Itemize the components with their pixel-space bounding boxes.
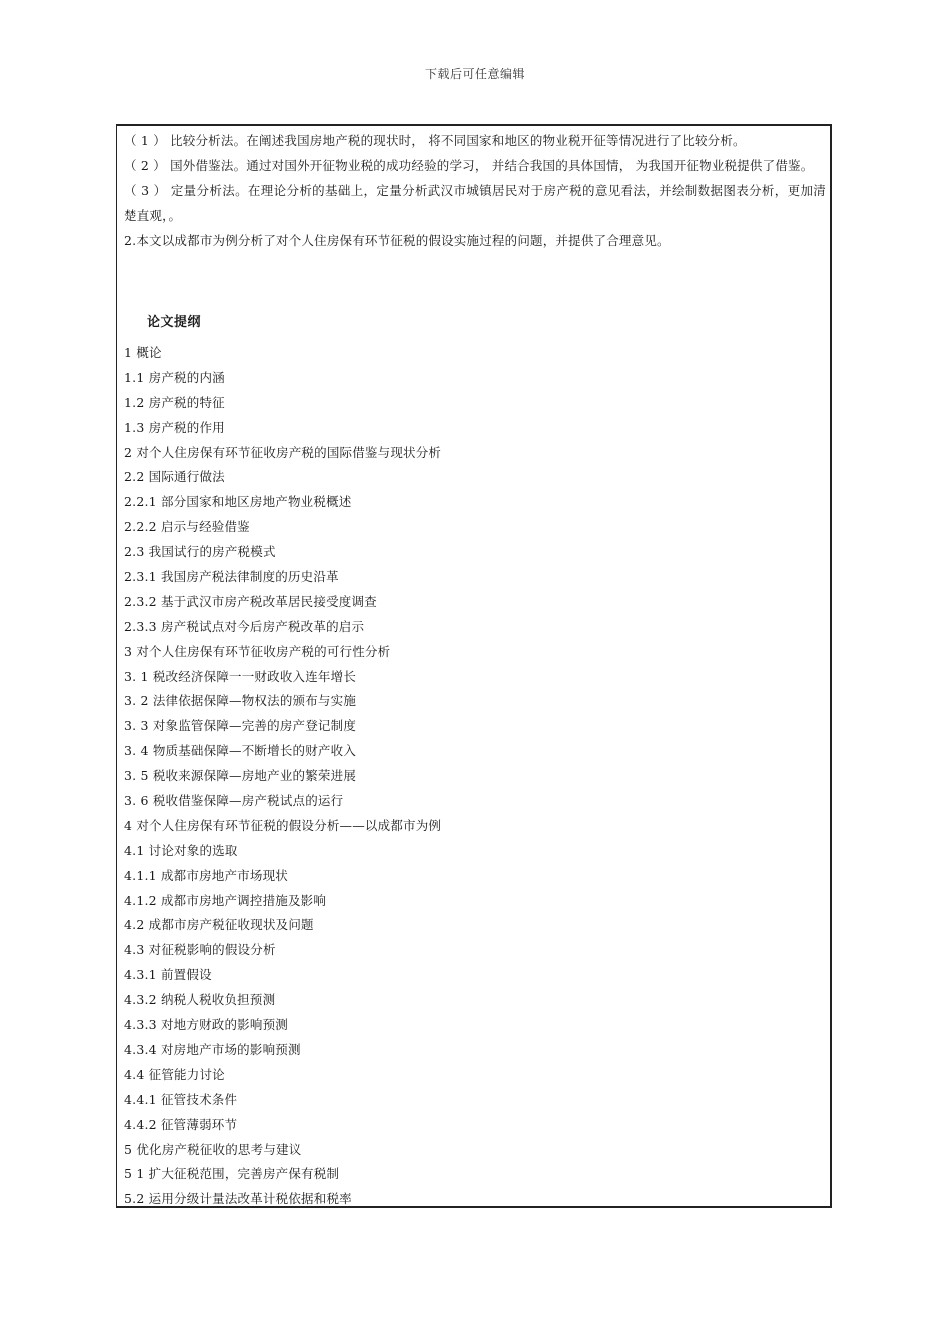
outline-item: 4.3.2 纳税人税收负担预测 xyxy=(124,992,276,1008)
outline-item: 4.3.4 对房地产市场的影响预测 xyxy=(124,1041,301,1057)
outline-item: 2.3.3 房产税试点对今后房产税改革的启示 xyxy=(124,618,365,634)
outline-item: 3. 6 税收借鉴保障—房产税试点的运行 xyxy=(124,793,344,809)
intro-paragraph: （ 2 ） 国外借鉴法。通过对国外开征物业税的成功经验的学习， 并结合我国的具体国情， 为我国开征物业税提供了借鉴。 xyxy=(124,158,814,173)
outline-item: 2 对个人住房保有环节征收房产税的国际借鉴与现状分析 xyxy=(124,444,442,460)
intro-paragraph: 2.本文以成都市为例分析了对个人住房保有环节征税的假设实施过程的问题，并提供了合理意见。 xyxy=(124,233,670,248)
outline-item: 4.1.2 成都市房地产调控措施及影响 xyxy=(124,892,327,908)
outline-item: 3. 3 对象监管保障—完善的房产登记制度 xyxy=(124,718,357,734)
outline-item: 4.3.1 前置假设 xyxy=(124,967,212,983)
outline-item: 3. 2 法律依据保障—物权法的颁布与实施 xyxy=(124,693,357,709)
outline-item: 1 概论 xyxy=(124,345,162,360)
outline-item: 4.1 讨论对象的选取 xyxy=(124,842,238,858)
outline-item: 3 对个人住房保有环节征收房产税的可行性分析 xyxy=(124,643,391,659)
outline-item: 2.2.1 部分国家和地区房地产物业税概述 xyxy=(124,494,352,510)
outline-list xyxy=(124,341,824,1212)
intro-section xyxy=(124,128,826,253)
outline-item: 5 优化房产税征收的思考与建议 xyxy=(124,1141,302,1157)
document-box xyxy=(116,124,832,1208)
outline-item: 4.4.2 征管薄弱环节 xyxy=(124,1116,238,1132)
outline-item: 1.2 房产税的特征 xyxy=(124,394,225,410)
outline-item: 2.3 我国试行的房产税模式 xyxy=(124,544,276,560)
outline-item: 2.2.2 启示与经验借鉴 xyxy=(124,519,250,535)
outline-item: 4.4.1 征管技术条件 xyxy=(124,1091,238,1107)
outline-item: 4.3 对征税影响的假设分析 xyxy=(124,942,276,958)
outline-item: 3. 1 税改经济保障一一财政收入连年增长 xyxy=(124,668,357,684)
outline-title: 论文提纲 xyxy=(147,315,202,330)
outline-item: 2.3.2 基于武汉市房产税改革居民接受度调查 xyxy=(124,593,377,609)
intro-paragraph: （ 1 ） 比较分析法。在阐述我国房地产税的现状时， 将不同国家和地区的物业税开征等情况进行了比较分析。 xyxy=(124,133,746,148)
outline-item: 5.2 运用分级计量法改革计税依据和税率 xyxy=(124,1191,352,1207)
outline-item: 4.2 成都市房产税征收现状及问题 xyxy=(124,917,314,933)
outline-item: 4.3.3 对地方财政的影响预测 xyxy=(124,1017,288,1033)
outline-item: 2.2 国际通行做法 xyxy=(124,469,225,485)
outline-item: 3. 4 物质基础保障—不断增长的财产收入 xyxy=(124,743,357,759)
outline-item: 1.3 房产税的作用 xyxy=(124,419,225,435)
outline-item: 3. 5 税收来源保障—房地产业的繁荣进展 xyxy=(124,768,357,784)
outline-item: 4.1.1 成都市房地产市场现状 xyxy=(124,867,288,883)
intro-paragraph: （ 3 ） 定量分析法。在理论分析的基础上，定量分析武汉市城镇居民对于房产税的意见看法，并绘制数据图表分析，更加清楚直观，。 xyxy=(124,183,826,223)
outline-item: 5 1 扩大征税范围，完善房产保有税制 xyxy=(124,1166,340,1182)
outline-item: 2.3.1 我国房产税法律制度的历史沿革 xyxy=(124,569,339,585)
outline-item: 1.1 房产税的内涵 xyxy=(124,369,225,385)
outline-item: 4 对个人住房保有环节征税的假设分析——以成都市为例 xyxy=(124,817,442,833)
outline-item: 4.4 征管能力讨论 xyxy=(124,1066,225,1082)
page-header: 下载后可任意编辑 xyxy=(424,67,525,81)
